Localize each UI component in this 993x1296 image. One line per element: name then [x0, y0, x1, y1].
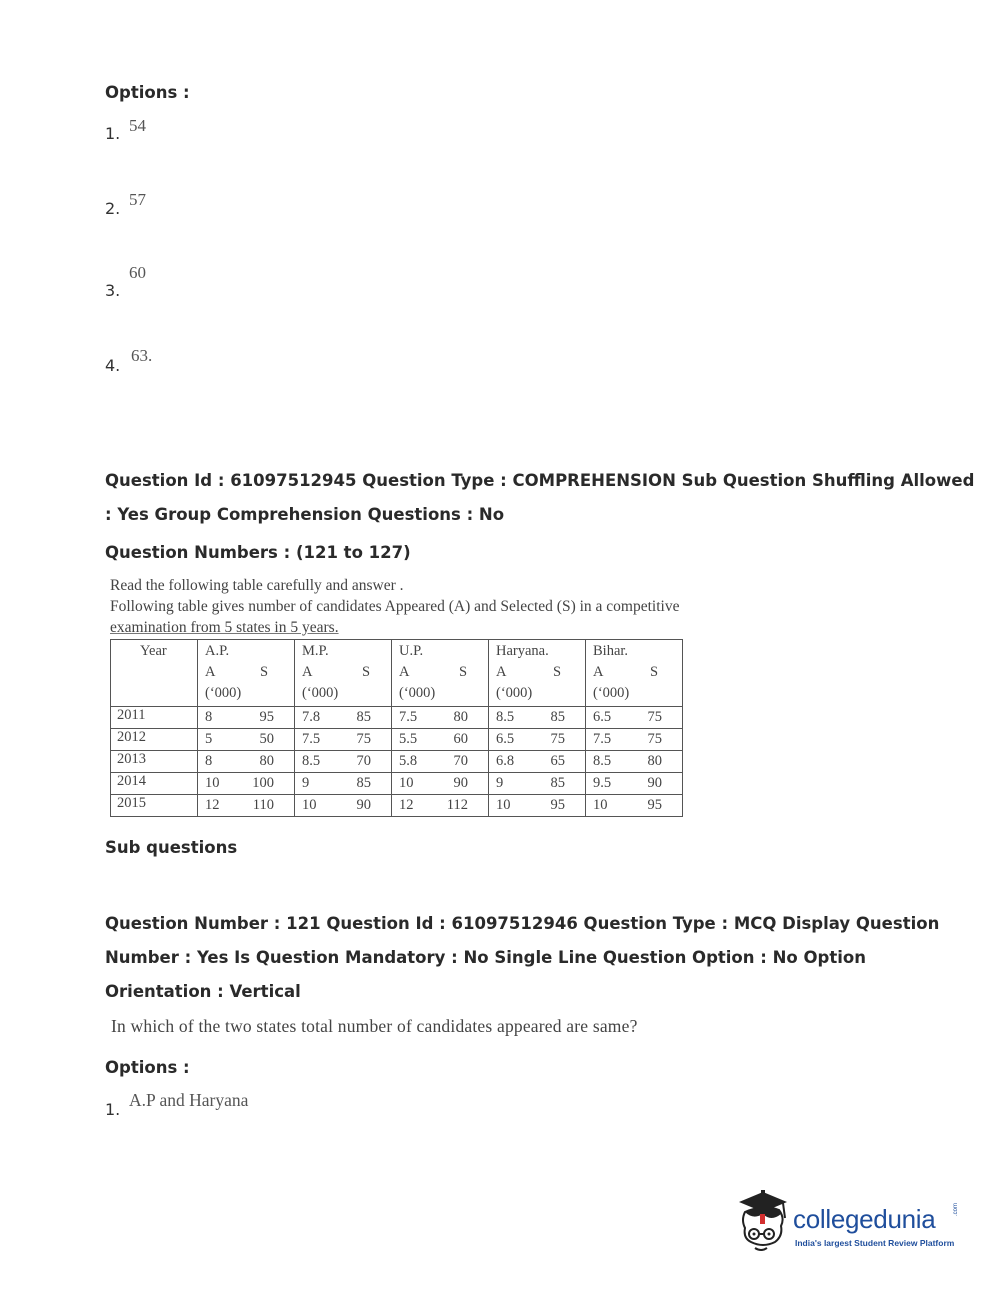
state-value-cell	[392, 795, 489, 817]
appeared-header: A	[496, 664, 507, 680]
state-value-cell	[489, 751, 586, 773]
candidates-table	[110, 639, 683, 817]
option-number: 3.	[105, 281, 121, 300]
passage-line: Following table gives number of candidates Appeared (A) and Selected (S) in a competitive	[110, 598, 680, 615]
question-121-text: In which of the two states total number of candidates appeared are same?	[111, 1016, 638, 1036]
sub-questions-heading: Sub questions	[105, 838, 238, 857]
passage-line: examination from 5 states in 5 years.	[110, 619, 339, 636]
state-value-cell	[295, 707, 392, 729]
option-value[interactable]: 60	[129, 263, 146, 282]
selected-header: S	[362, 664, 371, 680]
unit-label: (‘000)	[302, 685, 339, 701]
state-value-cell	[198, 773, 295, 795]
year-header: Year	[140, 643, 167, 659]
appeared-value: 7.5	[593, 731, 612, 747]
selected-value: 85	[550, 709, 565, 725]
state-value-cell	[295, 751, 392, 773]
selected-value: 60	[453, 731, 468, 747]
state-value-cell	[392, 773, 489, 795]
selected-value: 80	[647, 753, 662, 769]
option-number: 2.	[105, 199, 121, 218]
state-name: U.P.	[399, 643, 424, 659]
appeared-value: 12	[399, 797, 414, 813]
option-number: 1.	[105, 124, 121, 143]
selected-value: 85	[550, 775, 565, 791]
appeared-value: 8	[205, 709, 213, 725]
year-cell: 2015	[111, 795, 198, 817]
selected-value: 75	[550, 731, 565, 747]
year-cell: 2012	[111, 729, 198, 751]
state-value-cell	[489, 729, 586, 751]
state-header-cell	[586, 640, 683, 707]
state-header-cell	[198, 640, 295, 707]
state-name: A.P.	[205, 643, 230, 659]
state-value-cell	[392, 729, 489, 751]
state-value-cell	[295, 773, 392, 795]
appeared-value: 5.8	[399, 753, 418, 769]
selected-header: S	[260, 664, 269, 680]
appeared-value: 9	[302, 775, 310, 791]
question-numbers: Question Numbers : (121 to 127)	[105, 543, 411, 562]
state-value-cell	[198, 729, 295, 751]
state-value-cell	[295, 795, 392, 817]
year-cell: 2014	[111, 773, 198, 795]
appeared-value: 6.5	[593, 709, 612, 725]
selected-value: 75	[356, 731, 371, 747]
appeared-value: 6.8	[496, 753, 515, 769]
appeared-value: 9	[496, 775, 504, 791]
state-value-cell	[295, 729, 392, 751]
table-body	[111, 707, 683, 817]
selected-value: 70	[453, 753, 468, 769]
selected-value: 90	[647, 775, 662, 791]
option-number: 4.	[105, 356, 121, 375]
selected-header: S	[553, 664, 562, 680]
appeared-value: 6.5	[496, 731, 515, 747]
option-value[interactable]: 54	[129, 116, 146, 135]
appeared-value: 5.5	[399, 731, 418, 747]
appeared-value: 8	[205, 753, 213, 769]
state-value-cell	[586, 773, 683, 795]
selected-value: 80	[453, 709, 468, 725]
table-row	[111, 707, 683, 729]
options-heading: Options :	[105, 1058, 190, 1077]
selected-value: 75	[647, 731, 662, 747]
option-number: 1.	[105, 1100, 121, 1119]
table-row	[111, 773, 683, 795]
passage-line: Read the following table carefully and answer .	[110, 577, 404, 594]
question-121-line3: Orientation : Vertical	[105, 982, 301, 1001]
appeared-header: A	[593, 664, 604, 680]
unit-label: (‘000)	[205, 685, 242, 701]
selected-value: 65	[550, 753, 565, 769]
state-name: M.P.	[302, 643, 329, 659]
appeared-value: 12	[205, 797, 220, 813]
selected-value: 95	[259, 709, 274, 725]
appeared-value: 10	[302, 797, 317, 813]
table-row	[111, 751, 683, 773]
appeared-value: 8.5	[496, 709, 515, 725]
options-heading: Options :	[105, 83, 190, 102]
appeared-value: 7.8	[302, 709, 321, 725]
appeared-header: A	[302, 664, 313, 680]
logo-wordmark: collegedunia	[793, 1204, 936, 1234]
appeared-value: 10	[205, 775, 220, 791]
state-value-cell	[198, 751, 295, 773]
state-name: Bihar.	[593, 643, 629, 659]
appeared-value: 8.5	[302, 753, 321, 769]
logo-suffix: .com	[953, 1202, 959, 1216]
appeared-value: 7.5	[302, 731, 321, 747]
question-121-line1: Question Number : 121 Question Id : 61097512946 Question Type : MCQ Display Question	[105, 914, 940, 933]
group-question-line1: Question Id : 61097512945 Question Type : COMPREHENSION Sub Question Shuffling Allowed	[105, 471, 975, 490]
appeared-value: 7.5	[399, 709, 418, 725]
state-value-cell	[198, 707, 295, 729]
selected-header: S	[650, 664, 659, 680]
state-header-cell	[295, 640, 392, 707]
table-header-row	[111, 640, 683, 707]
selected-value: 95	[550, 797, 565, 813]
state-name: Haryana.	[496, 643, 549, 659]
unit-label: (‘000)	[496, 685, 533, 701]
selected-value: 85	[356, 709, 371, 725]
selected-value: 112	[446, 797, 468, 813]
table-row	[111, 795, 683, 817]
selected-value: 80	[259, 753, 274, 769]
question-121-line2: Number : Yes Is Question Mandatory : No Single Line Question Option : No Option	[105, 948, 866, 967]
unit-label: (‘000)	[399, 685, 436, 701]
state-header-cell	[489, 640, 586, 707]
option-value[interactable]: 57	[129, 190, 146, 209]
appeared-value: 10	[496, 797, 511, 813]
selected-value: 110	[252, 797, 274, 813]
appeared-value: 10	[593, 797, 608, 813]
selected-value: 75	[647, 709, 662, 725]
selected-value: 70	[356, 753, 371, 769]
appeared-header: A	[399, 664, 410, 680]
state-value-cell	[586, 751, 683, 773]
collegedunia-logo[interactable]	[735, 1190, 965, 1260]
selected-value: 90	[453, 775, 468, 791]
state-value-cell	[489, 773, 586, 795]
appeared-value: 5	[205, 731, 213, 747]
option-value[interactable]: A.P and Haryana	[129, 1090, 249, 1110]
selected-header: S	[459, 664, 468, 680]
state-value-cell	[392, 751, 489, 773]
selected-value: 85	[356, 775, 371, 791]
appeared-value: 8.5	[593, 753, 612, 769]
table-row	[111, 729, 683, 751]
state-value-cell	[198, 795, 295, 817]
appeared-value: 9.5	[593, 775, 612, 791]
unit-label: (‘000)	[593, 685, 630, 701]
state-header-cell	[392, 640, 489, 707]
selected-value: 50	[259, 731, 274, 747]
selected-value: 95	[647, 797, 662, 813]
state-value-cell	[489, 707, 586, 729]
option-value[interactable]: 63.	[131, 346, 153, 365]
state-value-cell	[586, 795, 683, 817]
state-value-cell	[489, 795, 586, 817]
appeared-value: 10	[399, 775, 414, 791]
selected-value: 100	[252, 775, 274, 791]
year-cell: 2011	[111, 707, 198, 729]
state-value-cell	[586, 729, 683, 751]
selected-value: 90	[356, 797, 371, 813]
year-header-cell	[111, 640, 198, 707]
year-cell: 2013	[111, 751, 198, 773]
group-question-line2: : Yes Group Comprehension Questions : No	[105, 505, 505, 524]
appeared-header: A	[205, 664, 216, 680]
logo-tagline: India's largest Student Review Platform	[795, 1238, 955, 1248]
state-value-cell	[586, 707, 683, 729]
student-mascot-icon	[735, 1190, 793, 1256]
state-value-cell	[392, 707, 489, 729]
